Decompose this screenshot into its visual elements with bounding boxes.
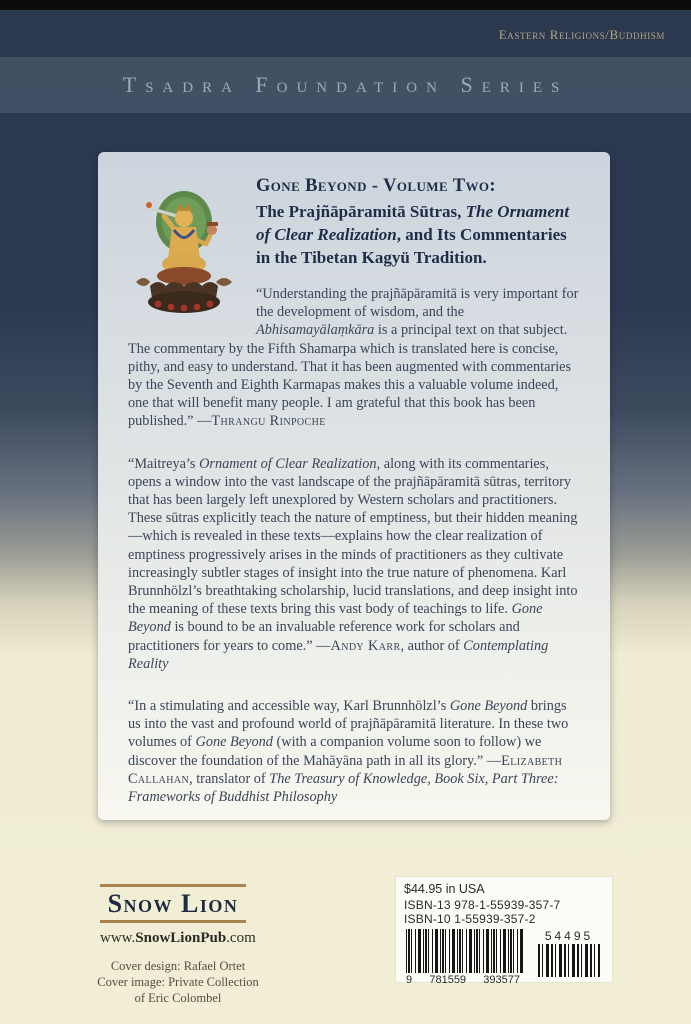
isbn10-label: ISBN-10 1-55939-357-2: [404, 911, 536, 926]
isbn13-label: ISBN-13 978-1-55939-357-7: [404, 898, 561, 912]
cover-credits: [78, 958, 278, 1006]
category-label: Eastern Religions/Buddhism: [498, 27, 665, 42]
endorsement-quote-elizabeth-callahan: “In a stimulating and accessible way, Karl Brunnhölzl’s Gone Beyond brings us into the vast and profound world of prajñāpāramitā literature. In these two volumes of Gone Beyond (with a companion volume soon to follow) we discover the foundation of the Mahāyāna path in all its glory.” —Elizabeth Callahan, translator of The Treasury of Knowledge, Book Six, Part Three: Frameworks of Buddhist Philosophy: [128, 698, 569, 806]
endorsement-quote-andy-karr: “Maitreya’s Ornament of Clear Realization, along with its commentaries, opens a window into the vast landscape of the prajñāpāramitā sūtras, territory that has been largely left unexplored by Western scholars and practitioners. These sūtras explicitly teach the nature of emptiness, but their hidden meaning—which is revealed in these texts—explains how the clear realization of emptiness progressively arises in the minds of practitioners as they cultivate increasingly subtler stages of insight into the true nature of phenomena. Karl Brunnhölzl’s breathtaking scholarship, lucid translations, and deep insight into the meaning of these texts bring this vast body of teachings to life. Gone Beyond is bound to be an invaluable reference work for scholars and practitioners for years to come.” —Andy Karr, author of Contemplating Reality: [128, 455, 578, 672]
ean13-digits: [406, 974, 524, 986]
credit-line-design: Cover design: Rafael Ortet: [110, 959, 246, 973]
publisher-name: Snow Lion: [107, 889, 239, 918]
description-panel: [98, 152, 610, 820]
book-subtitle: The Prajñāpāramitā Sūtras, The Ornament of Clear Realization, and Its Commentaries in the Tibetan Kagyü Tradition.: [256, 202, 570, 267]
ean13-barcode: [406, 929, 524, 986]
credit-line-image: Cover image: Private Collection: [97, 975, 259, 989]
series-band: [0, 57, 691, 113]
series-title: Tsadra Foundation Series: [122, 72, 569, 97]
ean-first-digit: 9: [406, 974, 413, 986]
manjushri-deity-image: [124, 178, 242, 320]
supplement-digits: 54495: [544, 929, 594, 943]
publisher-website-url: www.SnowLionPub.com: [100, 930, 256, 946]
supplement-bars: [538, 944, 600, 977]
price-label: $44.95 in USA: [404, 882, 485, 896]
publisher-logo: [100, 884, 256, 947]
ean-group-1: 781559: [429, 974, 467, 986]
endorsement-quote-thrangu-rinpoche: “Understanding the prajñāpāramitā is very important for the development of wisdom, and the Abhisamayālaṃkāra is a principal text on that subject. The commentary by the Fifth Shamarpa which is translated here is concise, pithy, and easy to understand. That it has been augmented with commentaries by the Seventh and Eighth Karmapas makes this a valuable volume indeed, one that will benefit many people. I am grateful that this book has been published.” —Thrangu Rinpoche: [128, 286, 579, 430]
ean-group-2: 393577: [483, 974, 520, 986]
logo-rule-bottom: [100, 920, 246, 923]
barcode-panel: [396, 877, 612, 986]
top-edge-strip: [0, 0, 691, 10]
book-title-heading: Gone Beyond - Volume Two:: [256, 176, 496, 196]
credit-line-image-2: of Eric Colombel: [134, 991, 222, 1005]
ean13-bars: [406, 929, 524, 973]
supplement-barcode: [538, 929, 600, 977]
